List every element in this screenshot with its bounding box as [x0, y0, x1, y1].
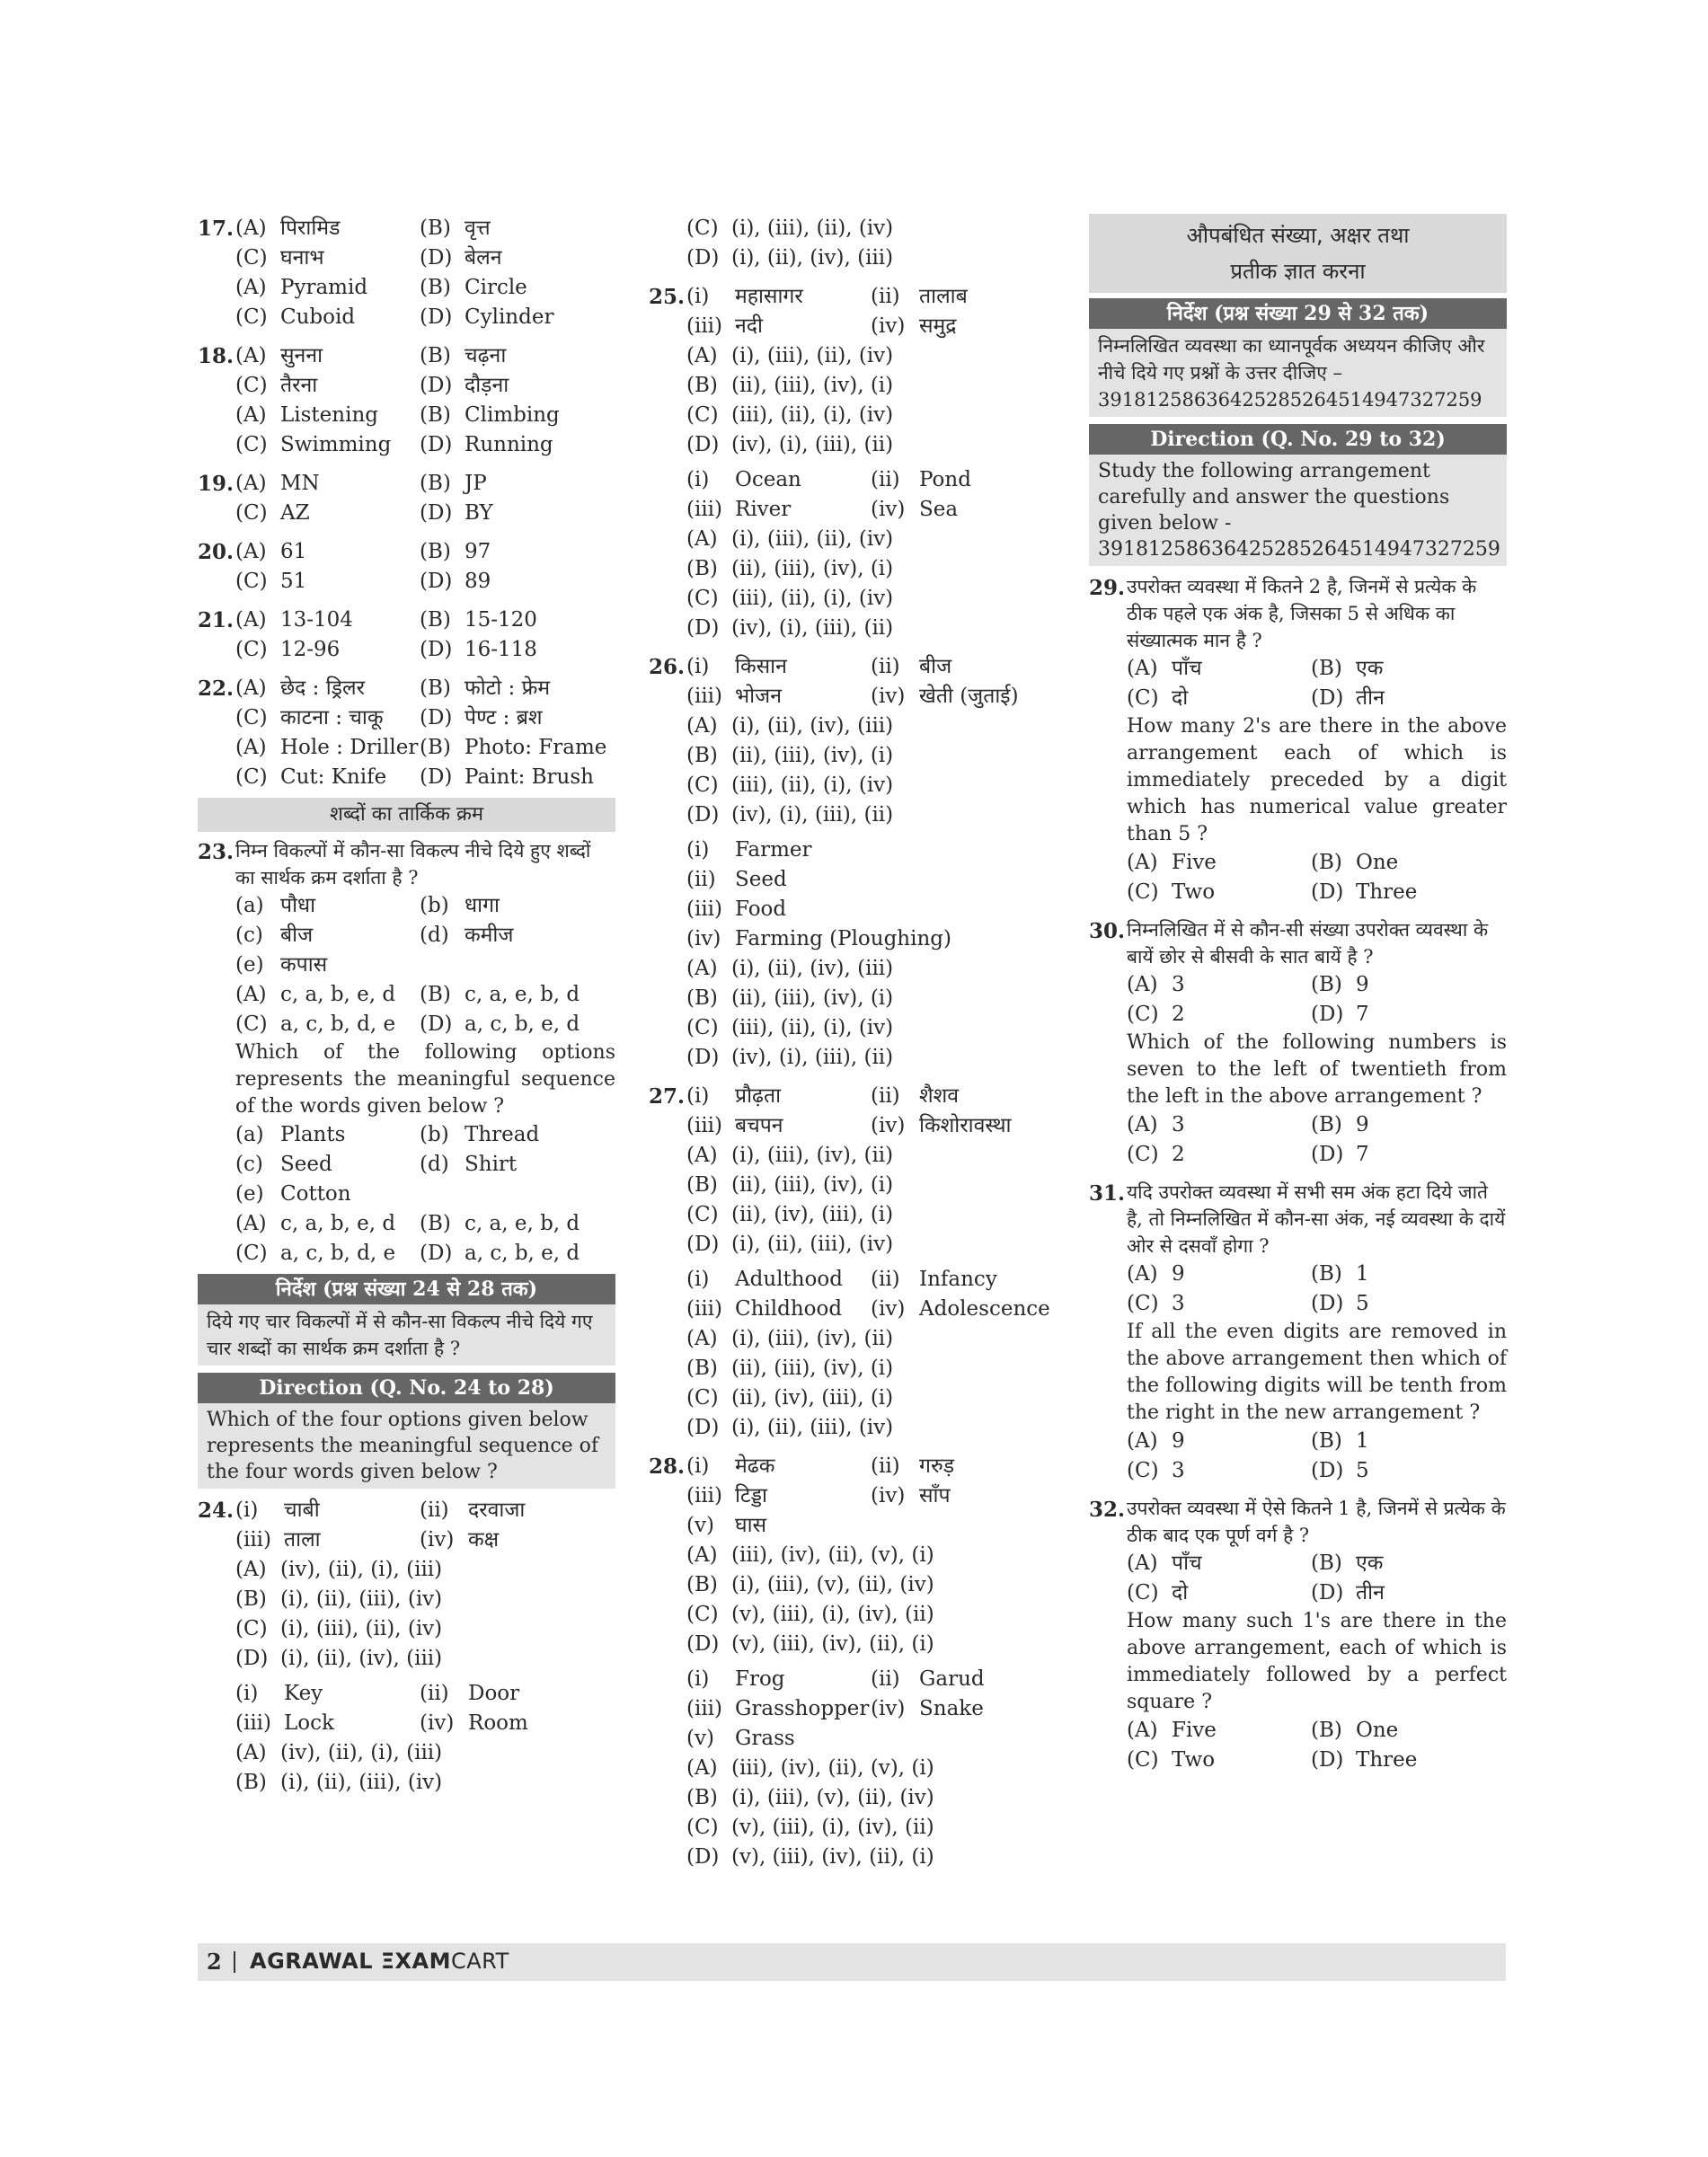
column-middle [649, 214, 1071, 1872]
direction-text-english: Which of the four options given below represents the meaningful sequence of the four words given below ? [198, 1403, 615, 1489]
question-28: 28. (i) मेढक (ii) गरुड़ (iii) टिड्डा (iv) साँप (v) घास (A) (iii), (iv), (ii), (v), (i) (B) (i), (iii), (v), (ii), (iv) (C) (v), (iii), (i), (iv), (ii) (D) (v), (iii), (iv), (ii), (i) (i) Frog (ii) Garud (iii) Grasshopper (iv) Snake (v) Grass (A) (iii), (iv), (ii), (v), (i) (B) (i), (iii), (v), (ii), (iv) (C) (v), (iii), (i), (iv), (ii) (D) (v), (iii), (iv), (ii), (i) [649, 1452, 1071, 1872]
direction-heading-hindi: निर्देश (प्रश्न संख्या 24 से 28 तक) [198, 1274, 615, 1304]
question-number: 29. [1089, 576, 1126, 600]
section-heading: औपबंधित संख्या, अक्षर तथा प्रतीक ज्ञात करना [1089, 214, 1507, 293]
question-stem-hindi: उपरोक्त व्यवस्था में ऐसे कितने 1 है, जिनमें से प्रत्येक के ठीक बाद एक पूर्ण वर्ग है ? [1127, 1498, 1506, 1546]
question-stem-english: If all the even digits are removed in the above arrangement then which of the following digits will be tenth from the right in the new arrangement ? [1127, 1321, 1507, 1424]
column-right [1089, 214, 1507, 1775]
question-number: 27. [649, 1084, 686, 1109]
question-30: 30. निम्नलिखित में से कौन-सी संख्या उपरोक्त व्यवस्था के बायें छोर से बीसवी के सात बायें है ? (A) 3 (B) 9 (C) 2 (D) 7 Which of the following numbers is seven to the left of twentieth from the left in the above arrangement ? (A) 3 (B) 9 (C) 2 (D) 7 [1089, 916, 1507, 1170]
question-23: 23. निम्न विकल्पों में कौन-सा विकल्प नीचे दिये हुए शब्दों का सार्थक क्रम दर्शाता है ? (a) पौधा (b) धागा (c) बीज (d) कमीज (e) कपास (A) c, a, b, e, d (B) c, a, e, b, d (C) a, c, b, d, e (D) a, c, b, e, d Which of the following options represents the meaningful sequence of the words given below ? (a) Plants (b) Thread (c) Seed (d) Shirt (e) Cotton (A) c, a, b, e, d (B) c, a, e, b, d (C) a, c, b, d, e (D) a, c, b, e, d [198, 837, 615, 1269]
question-stem-english: Which of the following numbers is seven to the left of twentieth from the left in the above arrangement ? [1127, 1031, 1507, 1108]
question-29: 29. उपरोक्त व्यवस्था में कितने 2 है, जिनमें से प्रत्येक के ठीक पहले एक अंक है, जिसका 5 से अधिक का संख्यात्मक मान है ? (A) पाँच (B) एक (C) दो (D) तीन How many 2's are there in the above arrangement each of which is immediately preceded by a digit which has numerical value greater than 5 ? (A) Five (B) One (C) Two (D) Three [1089, 573, 1507, 907]
question-stem-english: Which of the following options represents the meaningful sequence of the words given below ? [235, 1041, 615, 1118]
section-heading: शब्दों का तार्किक क्रम [198, 798, 615, 832]
question-22: 22. (A) छेद : ड्रिलर (B) फोटो : फ्रेम (C) काटना : चाकू (D) पेण्ट : ब्रश (A) Hole : Driller (B) Photo: Frame (C) Cut: Knife (D) Paint: Brush [198, 674, 615, 792]
number-sequence: 39181258636425285264514947327259 [1098, 538, 1500, 561]
question-19: 19. (A) MN (B) JP (C) AZ (D) BY [198, 469, 615, 528]
question-31: 31. यदि उपरोक्त व्यवस्था में सभी सम अंक हटा दिये जाते है, तो निम्नलिखित में कौन-सा अंक, नई व्यवस्था के दायें ओर से दसवाँ होगा ? (A) 9 (B) 1 (C) 3 (D) 5 If all the even digits are removed in the above arrangement then which of the following digits will be tenth from the right in the new arrangement ? (A) 9 (B) 1 (C) 3 (D) 5 [1089, 1179, 1507, 1486]
question-number: 19. [198, 472, 235, 496]
question-number: 26. [649, 655, 686, 679]
page-footer [198, 1943, 1506, 1981]
question-stem-hindi: यदि उपरोक्त व्यवस्था में सभी सम अंक हटा दिये जाते है, तो निम्नलिखित में कौन-सा अंक, नई व्यवस्था के दायें ओर से दसवाँ होगा ? [1127, 1181, 1506, 1257]
direction-heading-english: Direction (Q. No. 29 to 32) [1089, 424, 1507, 455]
direction-text-english: Study the following arrangement carefully and answer the questions given below - 39181258636425285264514947327259 [1089, 455, 1507, 566]
page-number: 2 [207, 1949, 222, 1975]
direction-heading-hindi: निर्देश (प्रश्न संख्या 29 से 32 तक) [1089, 298, 1507, 329]
direction-heading-english: Direction (Q. No. 24 to 28) [198, 1373, 615, 1403]
question-number: 28. [649, 1454, 686, 1479]
question-17: 17. (A) पिरामिड (B) वृत्त (C) घनाभ (D) बेलन (A) Pyramid (B) Circle (C) Cuboid (D) Cylinder [198, 214, 615, 332]
question-20: 20. (A) 61 (B) 97 (C) 51 (D) 89 [198, 537, 615, 597]
question-stem-english: How many 2's are there in the above arrangement each of which is immediately preceded by a digit which has numerical value greater than 5 ? [1127, 715, 1507, 845]
question-27: 27. (i) प्रौढ़ता (ii) शैशव (iii) बचपन (iv) किशोरावस्था (A) (i), (iii), (iv), (ii) (B) (ii), (iii), (iv), (i) (C) (ii), (iv), (iii), (i) (D) (i), (ii), (iii), (iv) (i) Adulthood (ii) Infancy (iii) Childhood (iv) Adolescence (A) (i), (iii), (iv), (ii) (B) (ii), (iii), (iv), (i) (C) (ii), (iv), (iii), (i) (D) (i), (ii), (iii), (iv) [649, 1082, 1071, 1443]
question-26: 26. (i) किसान (ii) बीज (iii) भोजन (iv) खेती (जुताई) (A) (i), (ii), (iv), (iii) (B) (ii), (iii), (iv), (i) (C) (iii), (ii), (i), (iv) (D) (iv), (i), (iii), (ii) (i) Farmer (ii) Seed (iii) Food (iv) Farming (Ploughing) (A) (i), (ii), (iv), (iii) (B) (ii), (iii), (iv), (i) (C) (iii), (ii), (i), (iv) (D) (iv), (i), (iii), (ii) [649, 652, 1071, 1073]
brand-logo: AGRAWAL ΞXAMCART [250, 1949, 509, 1974]
question-number: 23. [198, 840, 235, 864]
direction-text-hindi: निम्नलिखित व्यवस्था का ध्यानपूर्वक अध्ययन कीजिए और नीचे दिये गए प्रश्नों के उत्तर दीजिए – 39181258636425285264514947327259 [1089, 329, 1507, 417]
question-number: 32. [1089, 1498, 1126, 1522]
question-stem-hindi: निम्नलिखित में से कौन-सी संख्या उपरोक्त व्यवस्था के बायें छोर से बीसवी के सात बायें है ? [1127, 919, 1489, 968]
question-number: 21. [198, 608, 235, 632]
column-left [198, 214, 615, 1798]
question-32: 32. उपरोक्त व्यवस्था में ऐसे कितने 1 है, जिनमें से प्रत्येक के ठीक बाद एक पूर्ण वर्ग है ? (A) पाँच (B) एक (C) दो (D) तीन How many such 1's are there in the above arrangement, each of which is immediately followed by a perfect square ? (A) Five (B) One (C) Two (D) Three [1089, 1495, 1507, 1775]
question-stem-hindi: निम्न विकल्पों में कौन-सा विकल्प नीचे दिये हुए शब्दों का सार्थक क्रम दर्शाता है ? [235, 840, 591, 888]
question-number: 30. [1089, 919, 1126, 943]
question-24: 24. (i) चाबी (ii) दरवाजा (iii) ताला (iv) कक्ष (A) (iv), (ii), (i), (iii) (B) (i), (ii), (iii), (iv) (C) (i), (iii), (ii), (iv) (D) (i), (ii), (iv), (iii) (i) Key (ii) Door (iii) Lock (iv) Room (A) (iv), (ii), (i), (iii) (B) (i), (ii), (iii), (iv) [198, 1496, 615, 1798]
question-18: 18. (A) सुनना (B) चढ़ना (C) तैरना (D) दौड़ना (A) Listening (B) Climbing (C) Swimming (D) Running [198, 341, 615, 460]
question-number: 18. [198, 344, 235, 368]
question-number: 31. [1089, 1181, 1126, 1206]
question-25: 25. (i) महासागर (ii) तालाब (iii) नदी (iv) समुद्र (A) (i), (iii), (ii), (iv) (B) (ii), (iii), (iv), (i) (C) (iii), (ii), (i), (iv) (D) (iv), (i), (iii), (ii) (i) Ocean (ii) Pond (iii) River (iv) Sea (A) (i), (iii), (ii), (iv) (B) (ii), (iii), (iv), (i) (C) (iii), (ii), (i), (iv) (D) (iv), (i), (iii), (ii) [649, 282, 1071, 643]
question-number: 22. [198, 676, 235, 701]
direction-text-hindi: दिये गए चार विकल्पों में से कौन-सा विकल्प नीचे दिये गए चार शब्दों का सार्थक क्रम दर्शाता है ? [198, 1304, 615, 1366]
question-number: 20. [198, 540, 235, 564]
question-number: 17. [198, 217, 235, 241]
question-number: 24. [198, 1498, 235, 1523]
question-21: 21. (A) 13-104 (B) 15-120 (C) 12-96 (D) 16-118 [198, 606, 615, 665]
question-number: 25. [649, 285, 686, 309]
question-24-continued: (C) (i), (iii), (ii), (iv) (D) (i), (ii), (iv), (iii) [686, 217, 894, 270]
footer-divider [234, 1951, 235, 1973]
number-sequence: 39181258636425285264514947327259 [1098, 389, 1482, 411]
question-stem-hindi: उपरोक्त व्यवस्था में कितने 2 है, जिनमें से प्रत्येक के ठीक पहले एक अंक है, जिसका 5 से अधिक का संख्यात्मक मान है ? [1127, 576, 1477, 651]
question-stem-english: How many such 1's are there in the above arrangement, each of which is immediately followed by a perfect square ? [1127, 1610, 1507, 1713]
